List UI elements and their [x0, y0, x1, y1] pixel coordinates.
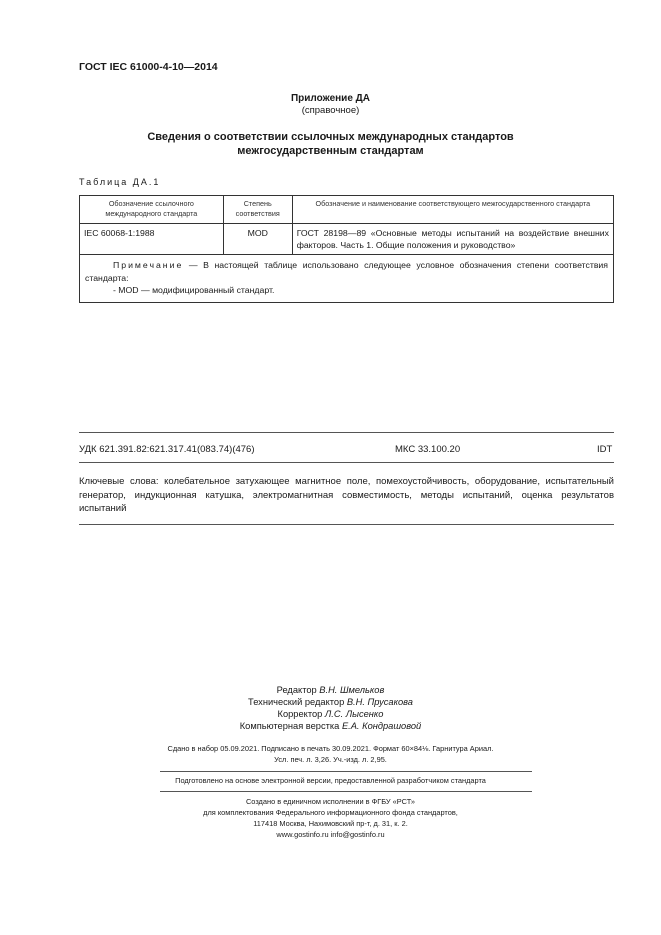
section-heading-line-2: межгосударственным стандартам [237, 145, 424, 157]
divider [79, 524, 614, 525]
mks-code: МКС 33.100.20 [395, 444, 461, 455]
credit-name: Л.С. Лысенко [324, 709, 384, 719]
table-caption: Таблица ДА.1 [79, 177, 161, 187]
prepared-note: Подготовлено на основе электронной версии, предоставленной разработчиком стандарта [175, 776, 486, 785]
document-header: ГОСТ IEC 61000-4-10—2014 [79, 61, 218, 73]
credit-name: Е.А. Кондрашовой [341, 721, 422, 731]
credit-name: В.Н. Шмельков [319, 685, 385, 695]
print-info-line: Усл. печ. л. 3,26. Уч.-изд. л. 2,95. [274, 755, 387, 764]
section-heading-line-1: Сведения о соответствии ссылочных международных стандартов [147, 131, 514, 143]
divider [160, 771, 532, 772]
appendix-title: Приложение ДА [290, 93, 371, 104]
table-note [80, 255, 614, 303]
divider [79, 432, 614, 433]
credit-role: Корректор [277, 709, 323, 719]
credit-role: Технический редактор [248, 697, 345, 707]
divider [160, 791, 532, 792]
table-row [80, 224, 614, 255]
appendix-subtitle: (справочное) [301, 105, 360, 116]
column-header: Обозначение и наименование соответствующего межгосударственного стандарта [292, 196, 613, 224]
note-label: Примечание [113, 260, 184, 270]
print-info [0, 743, 661, 765]
print-info-line: Сдано в набор 05.09.2021. Подписано в печать 30.09.2021. Формат 60×84⅛. Гарнитура Ариал. [167, 744, 494, 753]
credit-line [0, 684, 661, 696]
table-header-row [80, 196, 614, 224]
column-header: Степень соответствия [223, 196, 292, 224]
udk-code: УДК 621.391.82:621.317.41(083.74)(476) [79, 444, 255, 455]
ref-standard-cell: IEC 60068-1:1988 [80, 224, 224, 255]
credits [0, 684, 661, 732]
column-header: Обозначение ссылочного международного стандарта [80, 196, 224, 224]
credit-line [0, 720, 661, 732]
note-text [85, 259, 608, 284]
credit-line [0, 696, 661, 708]
degree-cell: MOD [223, 224, 292, 255]
credit-role: Компьютерная верстка [239, 721, 340, 731]
credit-role: Редактор [276, 685, 317, 695]
publisher-info [0, 796, 661, 840]
section-heading [0, 130, 661, 158]
publisher-line: www.gostinfo.ru info@gostinfo.ru [276, 830, 385, 839]
table-note-row [80, 255, 614, 303]
publisher-line: 117418 Москва, Нахимовский пр-т, д. 31, к. 2. [253, 819, 408, 828]
note-body: — В настоящей таблице использовано следующее условное обозначения степени соответствия стандарта: [85, 260, 608, 283]
idt-code: IDT [597, 444, 613, 455]
divider [79, 462, 614, 463]
credit-line [0, 708, 661, 720]
keywords: Ключевые слова: колебательное затухающее магнитное поле, помехоустойчивость, оборудование, испытательный генератор, индукционная катушка, электромагнитная совместимость, методы испытаний, оценка результатов испытаний [79, 476, 614, 514]
credit-name: В.Н. Прусакова [346, 697, 413, 707]
publisher-line: для комплектования Федерального информационного фонда стандартов, [203, 808, 458, 817]
correspondence-table [79, 195, 614, 303]
note-item: - MOD — модифицированный стандарт. [113, 285, 275, 295]
interstate-standard-cell: ГОСТ 28198—89 «Основные методы испытаний на воздействие внешних факторов. Часть 1. Общие положения и руководство» [292, 224, 613, 255]
publisher-line: Создано в единичном исполнении в ФГБУ «РСТ» [245, 797, 416, 806]
